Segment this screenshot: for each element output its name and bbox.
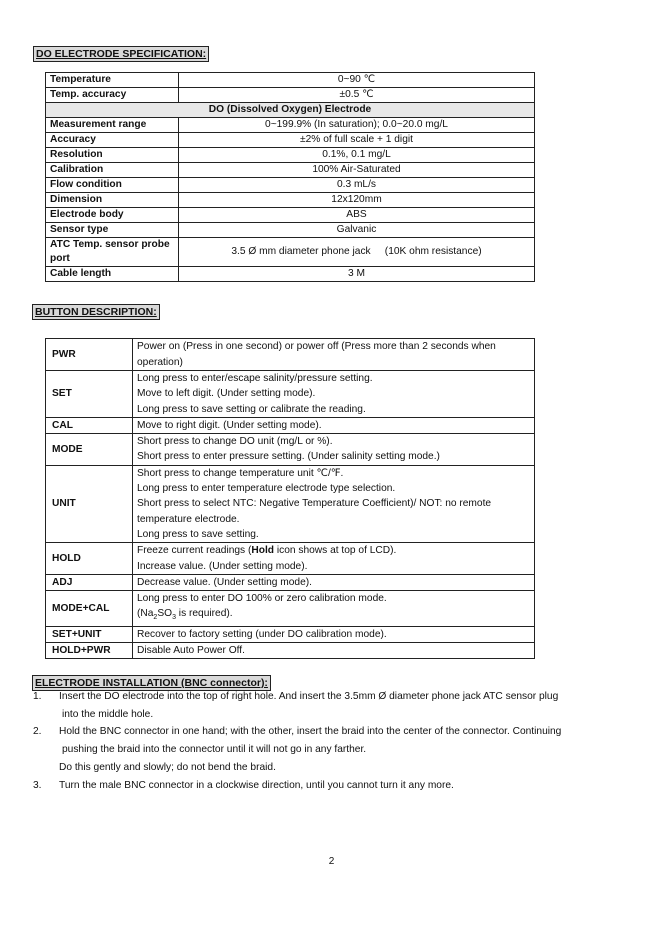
button-key: CAL [46,417,133,433]
chem-sub-1: 2 [153,614,158,622]
button-desc-line: Move to right digit. (Under setting mode). [137,419,322,431]
spec-label: Dimension [46,193,179,208]
install-item-text [59,688,629,724]
button-row-pwr [46,339,535,371]
spec-heading: DO ELECTRODE SPECIFICATION: [33,46,209,62]
install-item-text [59,777,629,795]
button-desc-line: Disable Auto Power Off. [137,645,245,657]
install-item-line: Hold the BNC connector in one hand; with the other, insert the braid into the center of the connector. Continuing [59,726,562,737]
button-key: MODE+CAL [46,591,133,627]
button-key: HOLD [46,543,133,575]
button-desc-line [137,543,530,558]
spec-label: Temperature [46,73,179,88]
spec-row [46,133,535,148]
spec-value: 0~199.9% (In saturation); 0.0~20.0 mg/L [179,118,535,133]
spec-value: 3 M [179,267,535,282]
atc-label-line-2: port [50,253,70,264]
spec-value: ABS [179,208,535,223]
spec-value: 100% Air-Saturated [179,163,535,178]
install-item-number: 3. [33,780,42,791]
spec-row-temp-accuracy [46,88,535,103]
spec-row [46,178,535,193]
spec-label: Sensor type [46,223,179,238]
spec-row [46,193,535,208]
spec-band-title: DO (Dissolved Oxygen) Electrode [46,103,535,118]
install-item-line: Do this gently and slowly; do not bend the braid. [59,762,276,773]
button-desc-line: Long press to save setting. [137,528,259,540]
button-row-hold-pwr [46,643,535,659]
button-desc-line: Long press to enter/escape salinity/pressure setting. [137,373,373,384]
button-desc [133,434,535,466]
button-key: MODE [46,434,133,466]
spec-row [46,223,535,238]
button-desc-line: Long press to enter DO 100% or zero calibration mode. [137,593,387,605]
button-desc-text: Power on (Press in one second) or power off (Press more than 2 seconds when operation) [137,341,496,368]
spec-row [46,118,535,133]
chem-c: is required). [175,608,233,620]
install-item-number: 2. [33,726,42,737]
page-number: 2 [328,856,335,867]
button-table [45,338,535,659]
spec-label: Accuracy [46,133,179,148]
button-desc [133,339,535,371]
spec-value: 0.3 mL/s [179,178,535,193]
chem-a: (Na [137,608,154,620]
button-desc-line: Long press to save setting or calibrate the reading. [137,403,366,415]
spec-row [46,208,535,223]
spec-row [46,163,535,178]
button-desc-line: Move to left digit. (Under setting mode). [137,388,316,400]
button-desc-line: Long press to enter temperature electrode type selection. [137,483,396,495]
spec-label: Measurement range [46,118,179,133]
install-item-number: 1. [33,691,42,702]
spec-value: Galvanic [179,223,535,238]
install-heading: ELECTRODE INSTALLATION (BNC connector): [32,675,271,691]
chem-sub-2: 3 [172,614,176,622]
spec-value: 0.1%, 0.1 mg/L [179,148,535,163]
spec-label: Cable length [46,267,179,282]
spec-value: ±2% of full scale + 1 digit [179,133,535,148]
install-item-text [59,723,629,777]
spec-value: 0~90 ℃ [179,73,535,88]
install-item-line: Turn the male BNC connector in a clockwise direction, until you cannot turn it any more. [59,780,454,791]
hold-text-c: icon shows at top of LCD). [274,545,397,557]
spec-table [45,72,535,282]
button-desc [133,626,535,642]
spec-label: Calibration [46,163,179,178]
button-desc [133,574,535,590]
chem-b: SO [157,608,173,620]
button-row-mode-cal [46,591,535,627]
install-item-line: Insert the DO electrode into the top of right hole. And insert the 3.5mm Ø diameter phone jack ATC sensor plug [59,691,559,702]
button-row-set-unit [46,626,535,642]
button-desc-line: Decrease value. (Under setting mode). [137,576,312,588]
button-key: SET [46,371,133,418]
button-desc-line: Short press to select NTC: Negative Temperature Coefficient)/ NOT: no remote temperature electrode. [137,498,492,525]
button-row-cal [46,417,535,433]
spec-value: 12x120mm [179,193,535,208]
button-desc [133,591,535,627]
button-row-unit [46,465,535,542]
button-row-adj [46,574,535,590]
button-row-set [46,371,535,418]
button-desc-line: Short press to change DO unit (mg/L or %). [137,436,333,448]
button-row-mode [46,434,535,466]
button-desc-line: Short press to change temperature unit ℃/℉. [137,467,344,479]
spec-band-row [46,103,535,118]
spec-label: Temp. accuracy [46,88,179,103]
button-key: HOLD+PWR [46,643,133,659]
install-item-line: into the middle hole. [62,709,154,720]
button-desc-line [137,606,530,625]
spec-label-atc [46,238,179,267]
spec-value: ±0.5 ℃ [179,88,535,103]
spec-label: Flow condition [46,178,179,193]
button-key: PWR [46,339,133,371]
spec-row-temperature [46,73,535,88]
button-desc-line: Short press to enter pressure setting. (Under salinity setting mode.) [137,451,440,463]
button-heading: BUTTON DESCRIPTION: [32,304,160,320]
button-key: ADJ [46,574,133,590]
button-key: SET+UNIT [46,626,133,642]
button-desc [133,465,535,542]
button-key: UNIT [46,465,133,542]
button-desc [133,543,535,575]
button-desc-line: Recover to factory setting (under DO calibration mode). [137,628,387,640]
spec-row-atc [46,238,535,267]
spec-row-cable [46,267,535,282]
button-desc [133,643,535,659]
button-row-hold [46,543,535,575]
spec-value: 3.5 Ø mm diameter phone jack (10K ohm resistance) [179,238,535,267]
atc-label-line-1: ATC Temp. sensor probe [50,239,170,250]
button-desc [133,371,535,418]
button-desc-line: Increase value. (Under setting mode). [137,560,308,572]
hold-text-bold: Hold [251,545,275,557]
install-item-line: pushing the braid into the connector until it will not go in any farther. [62,744,367,755]
spec-row [46,148,535,163]
spec-label: Resolution [46,148,179,163]
hold-text-a: Freeze current readings ( [137,545,252,557]
spec-label: Electrode body [46,208,179,223]
button-desc [133,417,535,433]
